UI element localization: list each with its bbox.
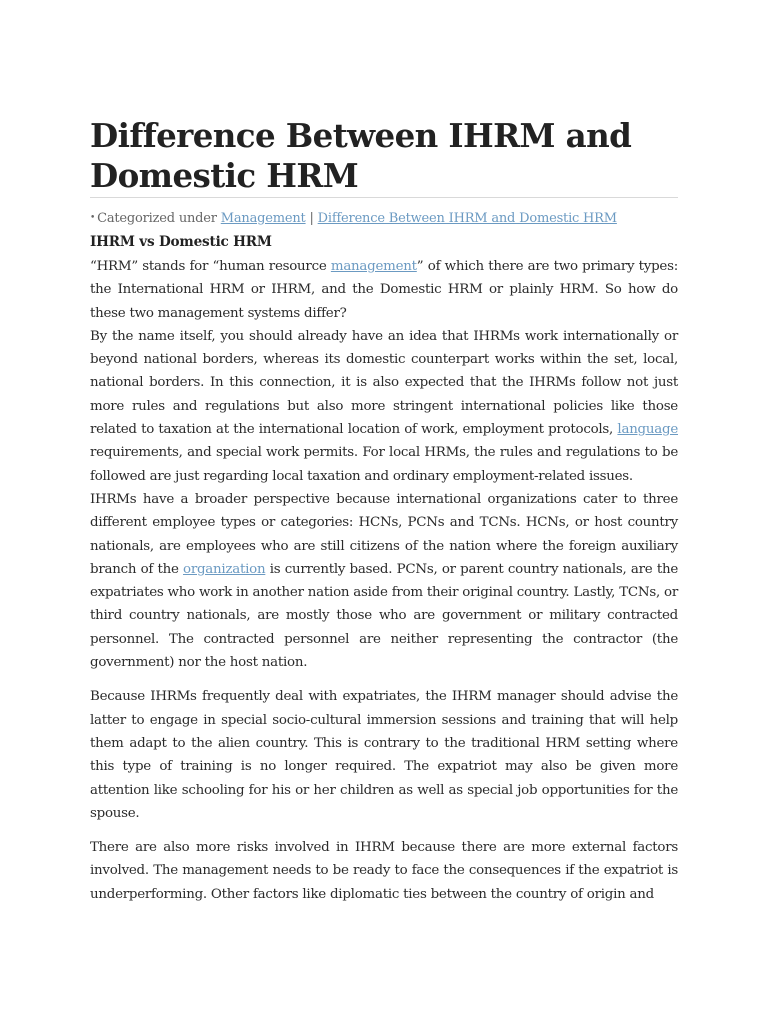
title-divider (90, 197, 678, 198)
paragraph-1-text-b: ” of which there are two primary types: the International HRM or IHRM, and the Domestic HRM or plainly HRM. So how do these two management systems differ? (90, 259, 678, 321)
paragraph-3-text-b: is currently based. PCNs, or parent country nationals, are the expatriates who work in another nation aside from their original country. Lastly, TCNs, or third country nationals, are mostly those who are government or military contracted personnel. The contracted personnel are neither representing the contractor (the government) nor the host nation. (90, 561, 678, 671)
category-prefix: Categorized under (97, 211, 217, 226)
paragraph-4: Because IHRMs frequently deal with expatriates, the IHRM manager should advise the latter to engage in special socio-cultural immersion sessions and training that will help them adapt to the alien country. This is contrary to the traditional HRM setting where this type of training is no longer required. The expatriot may also be given more attention like schooling for his or her children as well as special job opportunities for the spouse. (90, 689, 678, 821)
category-link-management[interactable]: Management (220, 211, 306, 226)
paragraph-5: There are also more risks involved in IHRM because there are more external factors involved. The management needs to be ready to face the consequences if the expatriot is underperforming. Other factors like diplomatic ties between the country of origin and (90, 840, 678, 902)
paragraph-1 (90, 255, 678, 325)
article-link[interactable]: Difference Between IHRM and Domestic HRM (317, 211, 617, 226)
management-link[interactable]: management (330, 259, 417, 274)
category-line (90, 209, 678, 228)
language-link[interactable]: language (617, 422, 678, 438)
bullet-icon: • (90, 213, 96, 223)
meta-separator: | (309, 211, 314, 226)
paragraph-3 (90, 488, 678, 674)
paragraph-3-text-a: IHRMs have a broader perspective because international organizations cater to three different employee types or categories: HCNs, PCNs and TCNs. HCNs, or host country nationals, are employees who are still citizens of the nation where the foreign auxiliary branch of the (90, 491, 678, 577)
paragraph-1-text-a: “HRM” stands for “human resource (90, 259, 331, 274)
article (90, 116, 678, 906)
section-heading: IHRM vs Domestic HRM (90, 234, 272, 250)
paragraph-2-text-a: By the name itself, you should already have an idea that IHRMs work internationally or beyond national borders, whereas its domestic counterpart works within the set, local, national borders. In this connection, it is also expected that the IHRMs follow not just more rules and regulations but also more stringent international policies like those related to taxation at the international location of work, employment protocols, (90, 328, 678, 438)
page-title: Difference Between IHRM and Domestic HRM (90, 116, 632, 195)
paragraph-2-text-b: requirements, and special work permits. For local HRMs, the rules and regulations to be followed are just regarding local taxation and ordinary employment-related issues. (90, 445, 678, 484)
paragraph-2 (90, 325, 678, 488)
organization-link[interactable]: organization (183, 561, 266, 577)
